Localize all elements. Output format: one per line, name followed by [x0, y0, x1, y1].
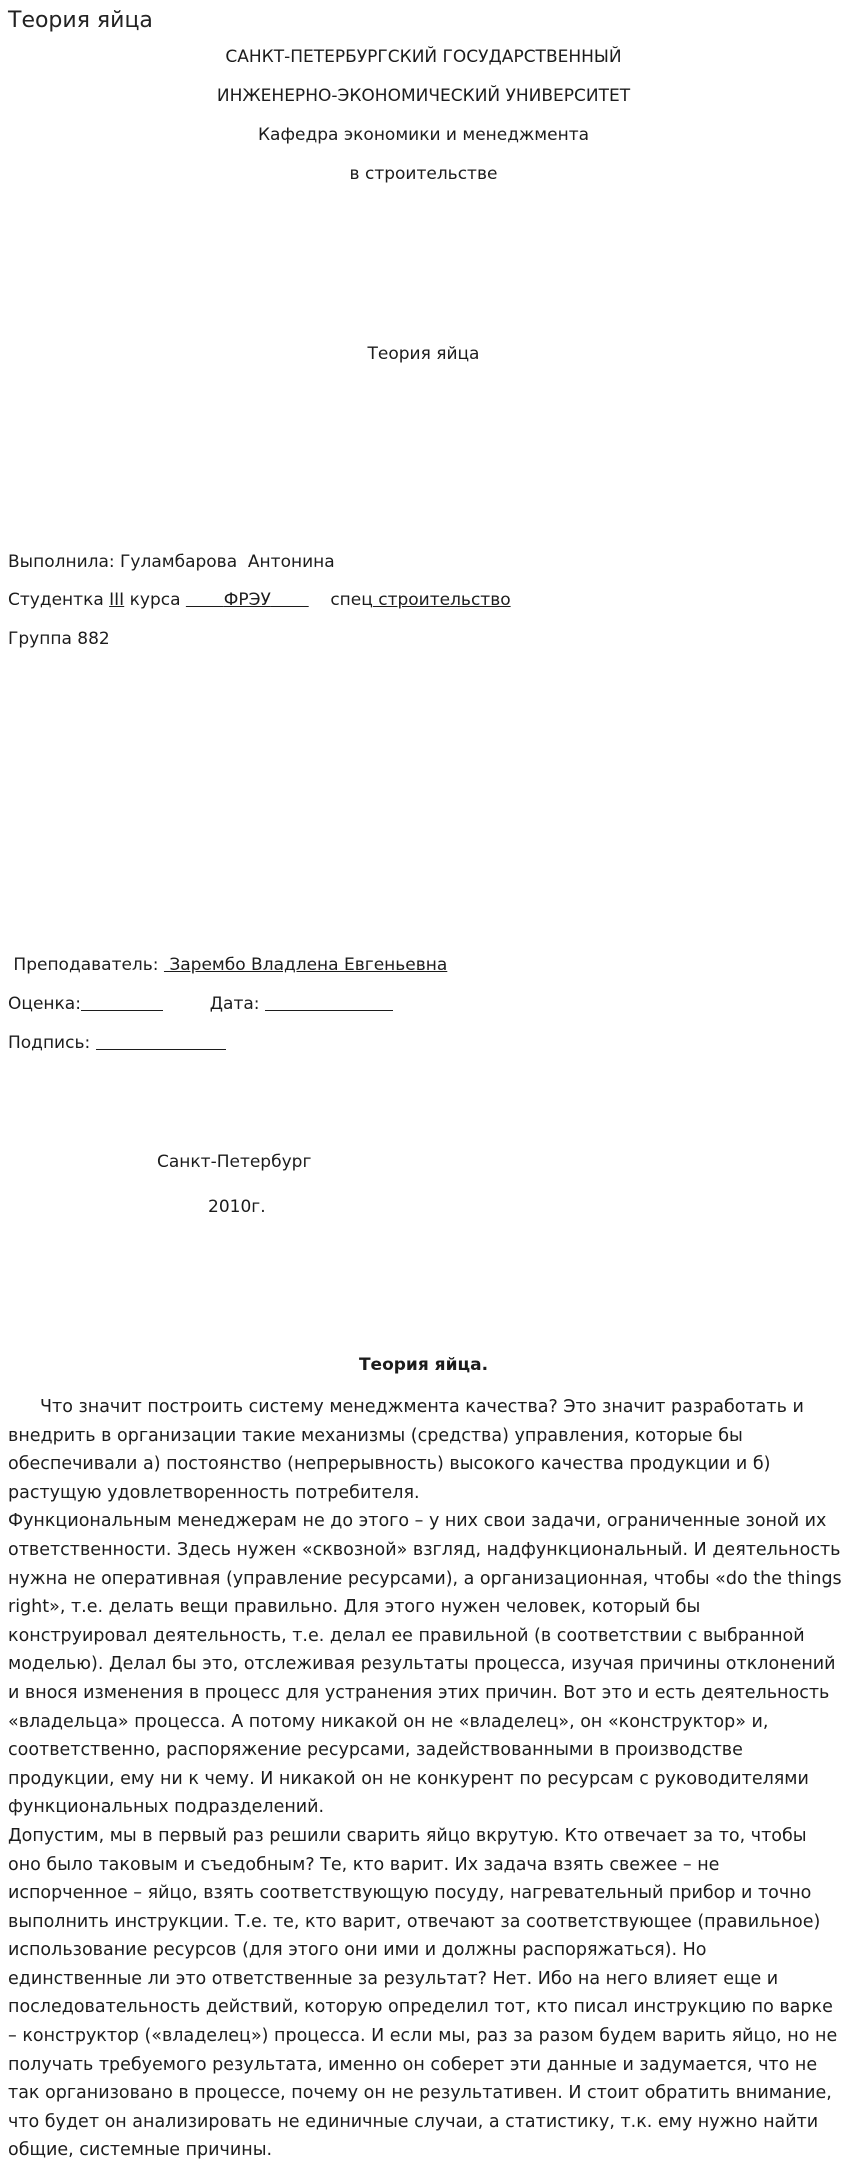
year: 2010г. — [208, 1197, 266, 1217]
signature-label: Подпись: — [8, 1033, 91, 1053]
university-line-1: САНКТ-ПЕТЕРБУРГСКИЙ ГОСУДАРСТВЕННЫЙ — [225, 47, 622, 67]
signature-line — [8, 1032, 226, 1053]
signature-blank — [96, 1032, 226, 1050]
essay-paragraph: Функциональным менеджерам не до этого – у них свои задачи, ограниченные зоной их ответственности. Здесь нужен «сквозной» взгляд, надфункциональный. И деятельность нужна не оперативная (управление ресурсами), а организационная, чтобы «do the things right», т.е. делать вещи правильно. Для этого нужен человек, который бы конструировал деятельность, т.е. делал ее правильной (в соответствии с выбранной моделью). Делал бы это, отслеживая результаты процесса, изучая причины отклонений и внося изменения в процесс для устранения этих причин. Вот это и есть деятельность «владельца» процесса. А потому никакой он не «владелец», он «конструктор» и, соответственно, распоряжение ресурсами, задействованными в производстве продукции, ему ни к чему. И никакой он не конкурент по ресурсам с руководителями функциональных подразделений. — [8, 1511, 842, 1818]
student-label: Студентка — [8, 590, 104, 610]
department-line-1: Кафедра экономики и менеджмента — [257, 125, 590, 145]
faculty-field — [186, 590, 309, 610]
work-title: Теория яйца — [367, 344, 480, 364]
group-line: Группа 882 — [8, 629, 110, 649]
author-label: Выполнила: — [8, 552, 115, 572]
teacher-line — [8, 955, 447, 975]
essay-paragraph: Что значит построить систему менеджмента качества? Это значит разработать и внедрить в организации такие механизмы (средства) управления, которые бы обеспечивали а) постоянство (непрерывность) высокого качества продукции и б) растущую удовлетворенность потребителя. — [8, 1397, 804, 1503]
date-label: Дата: — [209, 994, 260, 1014]
date-blank — [265, 993, 393, 1011]
grade-label: Оценка: — [8, 994, 81, 1014]
spec-label: спец — [330, 590, 373, 610]
course-label: курса — [129, 590, 181, 610]
author-name: Гуламбарова Антонина — [120, 552, 335, 572]
student-line — [8, 590, 511, 610]
grade-blank — [81, 993, 163, 1011]
essay-title: Теория яйца. — [358, 1355, 489, 1375]
specialty-value: строительство — [372, 590, 511, 610]
teacher-label: Преподаватель: — [13, 955, 159, 975]
essay-paragraph: Допустим, мы в первый раз решили сварить яйцо вкрутую. Кто отвечает за то, чтобы оно было таковым и съедобным? Те, кто варит. Их задача взять свежее – не испорченное – яйцо, взять соответствующую посуду, нагревательный прибор и точно выполнить инструкции. Т.е. те, кто варит, отвечают за соответствующее (правильное) использование ресурсов (для этого они ими и должны распоряжаться). Но единственные ли это ответственные за результат? Нет. Ибо на него влияет еще и последовательность действий, которую определил тот, кто писал инструкцию по варке – конструктор («владелец») процесса. И если мы, раз за разом будем варить яйцо, но не получать требуемого результата, именно он соберет эти данные и задумается, что не так организовано в процессе, почему он не результативен. И стоит обратить внимание, что будет он анализировать не единичные случаи, а статистику, т.к. ему нужно найти общие, системные причины. — [8, 1825, 838, 2161]
city: Санкт-Петербург — [157, 1152, 312, 1172]
course-number: III — [109, 590, 125, 610]
faculty-value: ФРЭУ — [223, 590, 271, 610]
teacher-name: Зарембо Владлена Евгеньевна — [163, 955, 448, 975]
page-title: Теория яйца — [8, 8, 153, 33]
grade-line — [8, 993, 393, 1014]
department-line-2: в строительстве — [349, 164, 498, 184]
essay-body — [8, 1393, 843, 2165]
author-line — [8, 552, 335, 572]
university-line-2: ИНЖЕНЕРНО-ЭКОНОМИЧЕСКИЙ УНИВЕРСИТЕТ — [216, 86, 631, 106]
